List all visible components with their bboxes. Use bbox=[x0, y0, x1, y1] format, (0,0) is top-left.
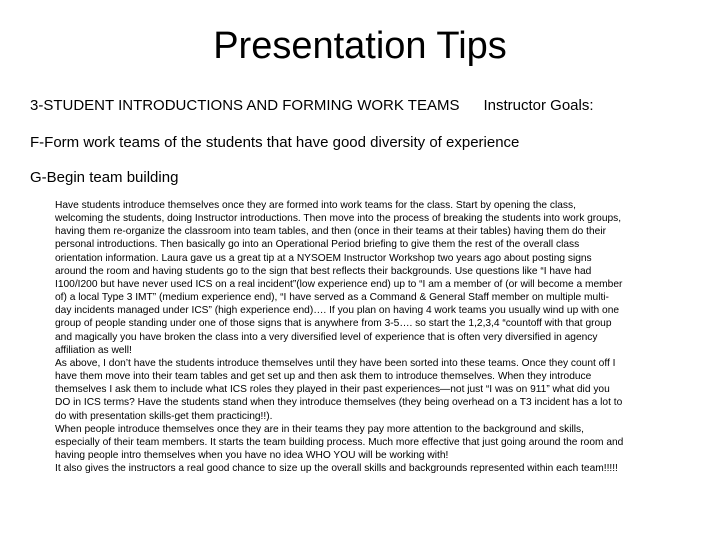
notes-paragraph-2: As above, I don’t have the students introduce themselves until they have been sorted into these teams. Once they count off I have them move into their team tables and get set up and then ask them to introduce themselves. When they introduce themselves I ask them to include what ICS roles they played in their past experiences—not just “I was on 911” what did you DO in ICS terms? Have the students stand when they introduce themselves (they being overhead on a T3 incident has a lot to do with presentation skills-get them practicing!!). bbox=[55, 357, 623, 422]
section-heading: 3-STUDENT INTRODUCTIONS AND FORMING WORK TEAMS bbox=[30, 97, 460, 114]
notes-body bbox=[55, 199, 625, 475]
instructor-goals-label: Instructor Goals: bbox=[483, 97, 594, 114]
slide-title: Presentation Tips bbox=[213, 25, 507, 67]
goal-g: G-Begin team building bbox=[30, 169, 179, 186]
goal-f: F-Form work teams of the students that have good diversity of experience bbox=[30, 134, 520, 151]
notes-paragraph-4: It also gives the instructors a real good chance to size up the overall skills and backgrounds represented within each team!!!!! bbox=[55, 463, 618, 475]
section-heading-row bbox=[30, 96, 690, 116]
notes-paragraph-3: When people introduce themselves once they are in their teams they pay more attention to the background and skills, especially of their team members. It starts the team building process. Much more effective that just going around the room and having people intro themselves when you have no idea WHO YOU will be working with! bbox=[55, 423, 624, 461]
notes-paragraph-1: Have students introduce themselves once they are formed into work teams for the class. Start by opening the class, welcoming the students, doing Instructor introductions. Then move into the process of breaking the students into work groups, having them re-organize the classroom into team tables, and then (once in their teams at their tables) having them do their personal introductions. Then basically go into an Operational Period briefing to give them the rest of the overall class orientation information. Laura gave us a great tip at a NYSOEM Instructor Workshop two years ago about posting signs around the room and having students go to the sign that best reflects their backgrounds. Use questions like “I have had I100/I200 but have never used ICS on a real incident”(low experience end) up to “I am a member of (or will become a member of) a local Type 3 IMT” (medium experience end), “I have served as a Command & General Staff member on multiple multi-day incidents managed under ICS” (high experience end)…. If you plan on having 4 work teams you usually wind up with one group of people standing under one of those signs that is anywhere from 3-5…. so start the 1,2,3,4 “countoff with that group and magically you have broken the class into a very diversified level of experience that is often very diversified in agency affiliation as well! bbox=[55, 200, 623, 356]
